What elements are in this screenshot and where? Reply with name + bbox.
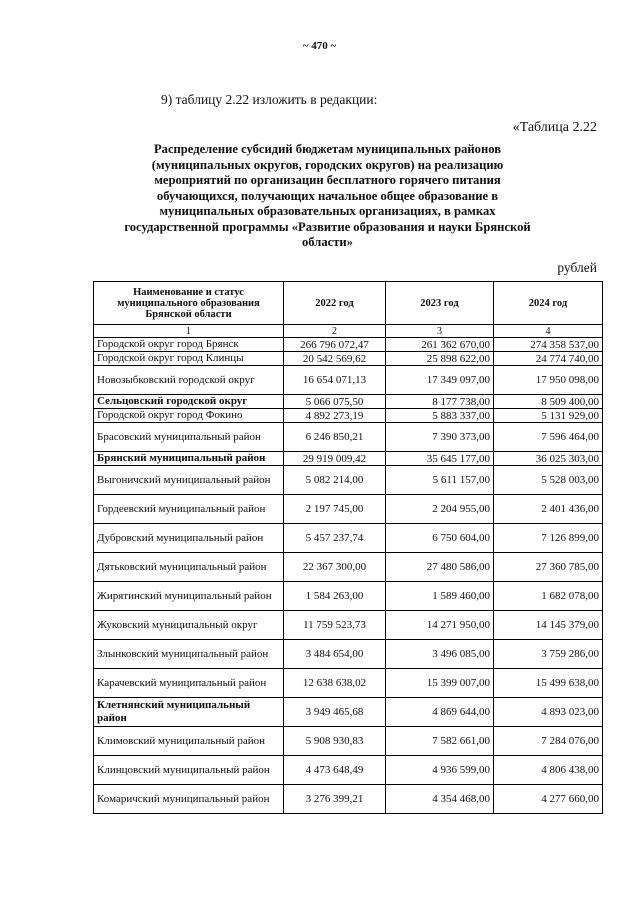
value-2024: 7 596 464,00 [494, 423, 603, 452]
value-2023: 261 362 670,00 [386, 338, 494, 352]
row-name: Гордеевский муниципальный район [94, 495, 284, 524]
value-2023: 17 349 097,00 [386, 366, 494, 395]
row-name: Выгоничский муниципальный район [94, 466, 284, 495]
value-2023: 4 936 599,00 [386, 756, 494, 785]
row-name: Городской округ город Брянск [94, 338, 284, 352]
value-2022: 20 542 569,62 [284, 352, 386, 366]
value-2022: 5 082 214,00 [284, 466, 386, 495]
table-row [94, 756, 603, 785]
row-name: Жирятинский муниципальный район [94, 582, 284, 611]
value-2022: 16 654 071,13 [284, 366, 386, 395]
value-2023: 15 399 007,00 [386, 669, 494, 698]
row-name: Брянский муниципальный район [94, 452, 284, 466]
table-row [94, 524, 603, 553]
unit-label: рублей [557, 260, 597, 275]
header-2022: 2022 год [284, 282, 386, 325]
table-row [94, 452, 603, 466]
value-2024: 5 528 003,00 [494, 466, 603, 495]
table-row [94, 553, 603, 582]
table-row [94, 495, 603, 524]
intro-text: 9) таблицу 2.22 изложить в редакции: [161, 92, 378, 107]
row-name: Городской округ город Фокино [94, 409, 284, 423]
value-2023: 7 390 373,00 [386, 423, 494, 452]
column-number-row [94, 325, 603, 338]
value-2024: 14 145 379,00 [494, 611, 603, 640]
value-2023: 4 354 468,00 [386, 785, 494, 814]
value-2023: 4 869 644,00 [386, 698, 494, 727]
value-2024: 27 360 785,00 [494, 553, 603, 582]
value-2023: 25 898 622,00 [386, 352, 494, 366]
row-name: Жуковский муниципальный округ [94, 611, 284, 640]
row-name: Комаричский муниципальный район [94, 785, 284, 814]
value-2024: 4 806 438,00 [494, 756, 603, 785]
table-row [94, 640, 603, 669]
value-2023: 14 271 950,00 [386, 611, 494, 640]
table-heading: Распределение субсидий бюджетам муниципальных районов (муниципальных округов, городских округов) на реализацию мероприятий по организации бесплатного горячего питания обучающихся, получающих начальное общее образование в муниципальных образовательных организациях, в рамках государственной программы «Развитие образования и науки Брянской области» [124, 142, 531, 249]
row-name: Клинцовский муниципальный район [94, 756, 284, 785]
value-2024: 24 774 740,00 [494, 352, 603, 366]
row-name: Дятьковский муниципальный район [94, 553, 284, 582]
value-2022: 5 908 930,83 [284, 727, 386, 756]
table-row [94, 395, 603, 409]
value-2024: 17 950 098,00 [494, 366, 603, 395]
table-row [94, 352, 603, 366]
table-row [94, 366, 603, 395]
value-2023: 1 589 460,00 [386, 582, 494, 611]
table-row [94, 698, 603, 727]
value-2022: 22 367 300,00 [284, 553, 386, 582]
row-name: Городской округ город Клинцы [94, 352, 284, 366]
value-2024: 7 126 899,00 [494, 524, 603, 553]
table-reference: «Таблица 2.22 [512, 120, 597, 135]
value-2024: 8 509 400,00 [494, 395, 603, 409]
value-2024: 3 759 286,00 [494, 640, 603, 669]
value-2022: 6 246 850,21 [284, 423, 386, 452]
table-row [94, 669, 603, 698]
value-2024: 1 682 078,00 [494, 582, 603, 611]
value-2022: 3 484 654,00 [284, 640, 386, 669]
value-2022: 3 949 465,68 [284, 698, 386, 727]
value-2022: 266 796 072,47 [284, 338, 386, 352]
header-name: Наименование и статус муниципального образования Брянской области [94, 282, 284, 325]
header-2024: 2024 год [494, 282, 603, 325]
value-2024: 15 499 638,00 [494, 669, 603, 698]
column-number: 2 [284, 325, 386, 338]
value-2022: 3 276 399,21 [284, 785, 386, 814]
table-row [94, 727, 603, 756]
value-2022: 12 638 638,02 [284, 669, 386, 698]
column-number: 4 [494, 325, 603, 338]
value-2023: 2 204 955,00 [386, 495, 494, 524]
row-name: Брасовский муниципальный район [94, 423, 284, 452]
value-2022: 4 892 273,19 [284, 409, 386, 423]
table-body [94, 338, 603, 814]
value-2022: 4 473 648,49 [284, 756, 386, 785]
table-row [94, 785, 603, 814]
table-row [94, 611, 603, 640]
row-name: Клетнянский муниципальный район [94, 698, 284, 727]
value-2023: 3 496 085,00 [386, 640, 494, 669]
value-2024: 4 893 023,00 [494, 698, 603, 727]
column-number: 3 [386, 325, 494, 338]
value-2022: 29 919 009,42 [284, 452, 386, 466]
value-2022: 11 759 523,73 [284, 611, 386, 640]
column-number: 1 [94, 325, 284, 338]
value-2022: 5 457 237,74 [284, 524, 386, 553]
row-name: Карачевский муниципальный район [94, 669, 284, 698]
value-2023: 7 582 661,00 [386, 727, 494, 756]
value-2024: 5 131 929,00 [494, 409, 603, 423]
subsidy-table [93, 281, 603, 814]
row-name: Злынковский муниципальный район [94, 640, 284, 669]
row-name: Новозыбковский городской округ [94, 366, 284, 395]
value-2024: 7 284 076,00 [494, 727, 603, 756]
row-name: Сельцовский городской округ [94, 395, 284, 409]
value-2022: 2 197 745,00 [284, 495, 386, 524]
table-row [94, 338, 603, 352]
value-2023: 27 480 586,00 [386, 553, 494, 582]
table-row [94, 582, 603, 611]
header-2023: 2023 год [386, 282, 494, 325]
page-number: ~ 470 ~ [302, 40, 337, 52]
value-2024: 36 025 303,00 [494, 452, 603, 466]
value-2024: 274 358 537,00 [494, 338, 603, 352]
table-row [94, 423, 603, 452]
value-2023: 5 883 337,00 [386, 409, 494, 423]
table-row [94, 466, 603, 495]
value-2022: 1 584 263,00 [284, 582, 386, 611]
value-2023: 6 750 604,00 [386, 524, 494, 553]
value-2023: 35 645 177,00 [386, 452, 494, 466]
value-2024: 4 277 660,00 [494, 785, 603, 814]
value-2022: 5 066 075,50 [284, 395, 386, 409]
row-name: Дубровский муниципальный район [94, 524, 284, 553]
row-name: Климовский муниципальный район [94, 727, 284, 756]
header-row [94, 282, 603, 325]
value-2024: 2 401 436,00 [494, 495, 603, 524]
value-2023: 5 611 157,00 [386, 466, 494, 495]
value-2023: 8 177 738,00 [386, 395, 494, 409]
table-row [94, 409, 603, 423]
